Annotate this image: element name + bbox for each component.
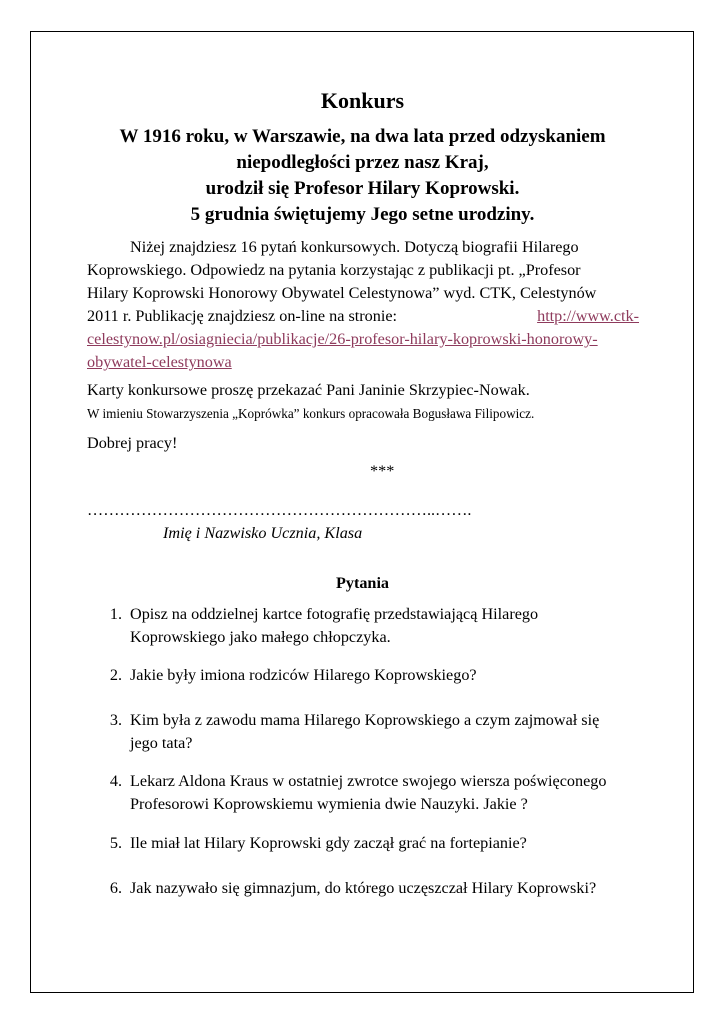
question-text: Profesorowi Koprowskiemu wymienia dwie Nauzyki. Jakie ? — [130, 795, 528, 813]
name-dotted-line: ………………………………………………………..……. — [87, 501, 472, 519]
question-text: Lekarz Aldona Kraus w ostatniej zwrotce swojego wiersza poświęconego — [130, 772, 607, 790]
heading-line-2: niepodległości przez nasz Kraj, — [236, 152, 489, 173]
publication-link-part-3[interactable]: obywatel-celestynowa — [87, 353, 232, 371]
publication-link-part-1[interactable]: http://www.ctk- — [537, 307, 639, 325]
question-text: Koprowskiego jako małego chłopczyka. — [130, 628, 391, 646]
closing-text: Dobrej pracy! — [87, 434, 178, 452]
publication-link-part-2[interactable]: celestynow.pl/osiagniecia/publikacje/26-profesor-hilary-koprowski-honorowy- — [87, 330, 598, 348]
question-number: 5. — [109, 834, 122, 852]
intro-line-4-text: 2011 r. Publikację znajdziesz on-line na stronie: — [87, 307, 398, 325]
question-text: Ile miał lat Hilary Koprowski gdy zaczął grać na fortepianie? — [130, 834, 527, 852]
intro-line-1: Niżej znajdziesz 16 pytań konkursowych. Dotyczą biografii Hilarego — [130, 238, 579, 256]
question-number: 4. — [109, 772, 122, 790]
author-note: W imieniu Stowarzyszenia „Koprówka” konkurs opracowała Bogusława Filipowicz. — [87, 406, 535, 421]
question-text: jego tata? — [130, 734, 193, 752]
heading-line-1: W 1916 roku, w Warszawie, na dwa lata przed odzyskaniem — [119, 126, 606, 147]
heading-line-4: 5 grudnia świętujemy Jego setne urodziny. — [190, 204, 535, 225]
intro-line-4 — [87, 305, 639, 328]
document-title: Konkurs — [320, 88, 405, 113]
heading-line-3: urodził się Profesor Hilary Koprowski. — [205, 178, 520, 199]
intro-line-3: Hilary Koprowski Honorowy Obywatel Celestynowa” wyd. CTK, Celestynów — [87, 284, 597, 302]
question-number: 6. — [109, 879, 122, 897]
question-number: 1. — [109, 605, 122, 623]
question-text: Opisz na oddzielnej kartce fotografię przedstawiającą Hilarego — [130, 605, 539, 623]
question-text: Jakie były imiona rodziców Hilarego Koprowskiego? — [130, 666, 477, 684]
intro-line-2: Koprowskiego. Odpowiedz na pytania korzystając z publikacji pt. „Profesor — [87, 261, 581, 279]
separator: *** — [370, 462, 395, 480]
name-caption: Imię i Nazwisko Ucznia, Klasa — [163, 524, 363, 542]
cards-note: Karty konkursowe proszę przekazać Pani Janinie Skrzypiec-Nowak. — [87, 381, 530, 399]
question-number: 2. — [109, 666, 122, 684]
question-text: Jak nazywało się gimnazjum, do którego uczęszczał Hilary Koprowski? — [130, 879, 597, 897]
questions-heading: Pytania — [335, 574, 390, 592]
question-text: Kim była z zawodu mama Hilarego Koprowskiego a czym zajmował się — [130, 711, 600, 729]
question-number: 3. — [109, 711, 122, 729]
